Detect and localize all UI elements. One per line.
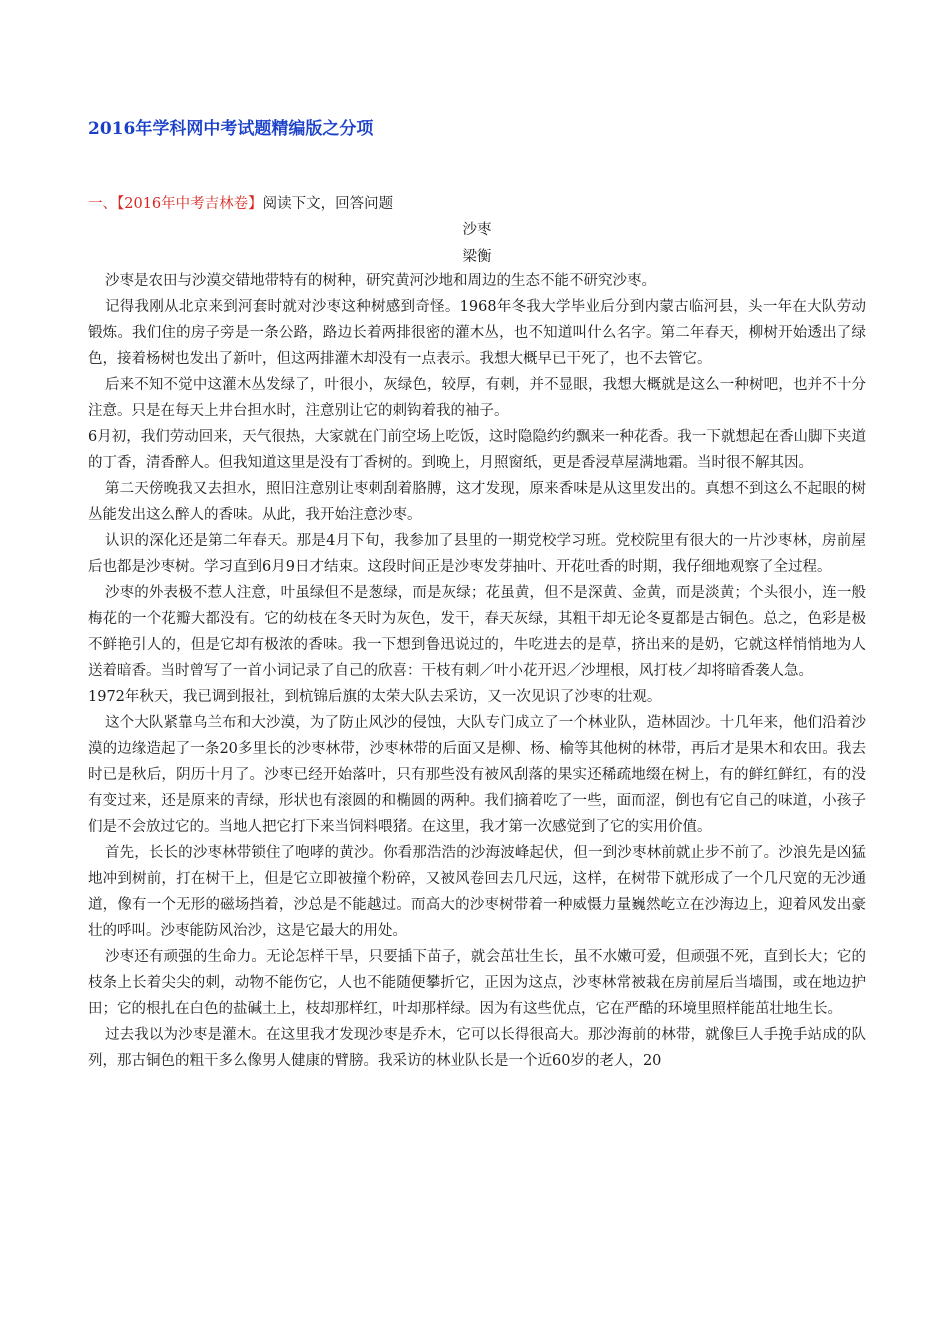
document-title: 2016年学科网中考试题精编版之分项: [88, 119, 374, 139]
paragraph: 过去我以为沙枣是灌木。在这里我才发现沙枣是乔木，它可以长得很高大。那沙海前的林带，就像巨人手挽手站成的队列，那古铜色的粗干多么像男人健康的臂膀。我采访的林业队长是一个近60岁的老人，20: [88, 1027, 866, 1069]
paragraph: 记得我刚从北京来到河套时就对沙枣这种树感到奇怪。1968年冬我大学毕业后分到内蒙古临河县，头一年在大队劳动锻炼。我们住的房子旁是一条公路，路边长着两排很密的灌木丛，也不知道叫什么名字。第二年春天，柳树开始透出了绿色，接着杨树也发出了新叶，但这两排灌木却没有一点表示。我想大概早已干死了，也不去管它。: [88, 299, 866, 367]
paragraph: 第二天傍晚我又去担水，照旧注意别让枣刺刮着胳膊，这才发现，原来香味是从这里发出的。真想不到这么不起眼的树丛能发出这么醉人的香味。从此，我开始注意沙枣。: [88, 481, 866, 523]
section-number: 一、: [88, 196, 117, 212]
section-heading: [88, 192, 393, 213]
paragraph: 沙枣的外表极不惹人注意，叶虽绿但不是葱绿，而是灰绿；花虽黄，但不是深黄、金黄，而是淡黄；个头很小，连一般梅花的一个花瓣大都没有。它的幼枝在冬天时为灰色，发干，春天灰绿，其粗干却无论冬夏都是古铜色。总之，色彩是极不鲜艳引人的，但是它却有极浓的香味。我一下想到鲁迅说过的，牛吃进去的是草，挤出来的是奶，它就这样悄悄地为人送着暗香。当时曾写了一首小词记录了自己的欣喜：干枝有刺／叶小花开迟／沙埋根，风打枝／却将暗香袭人急。: [88, 585, 866, 679]
article-title: 沙枣: [462, 222, 492, 238]
section-source: 【2016年中考吉林卷】: [117, 196, 263, 212]
article-body: [88, 268, 866, 1074]
paragraph: 这个大队紧靠乌兰布和大沙漠，为了防止风沙的侵蚀，大队专门成立了一个林业队，造林固沙。十几年来，他们沿着沙漠的边缘造起了一条20多里长的沙枣林带，沙枣林带的后面又是柳、杨、榆等其他树的林带，再后才是果木和农田。我去时已是秋后，阴历十月了。沙枣已经开始落叶，只有那些没有被风刮落的果实还稀疏地缀在树上，有的鲜红鲜红，有的没有变过来，还是原来的青绿，形状也有滚圆的和椭圆的两种。我们摘着吃了一些，面而涩，倒也有它自己的味道，小孩子们是不会放过它的。当地人把它打下来当饲料喂猪。在这里，我才第一次感觉到了它的实用价值。: [88, 715, 866, 835]
section-instruction: 阅读下文，回答问题: [262, 196, 394, 212]
paragraph: 后来不知不觉中这灌木丛发绿了，叶很小，灰绿色，较厚，有刺，并不显眼，我想大概就是这么一种树吧，也并不十分注意。只是在每天上井台担水时，注意别让它的刺钩着我的袖子。: [88, 377, 866, 419]
article-author: 梁衡: [462, 249, 492, 265]
paragraph: 认识的深化还是第二年春天。那是4月下旬，我参加了县里的一期党校学习班。党校院里有很大的一片沙枣林，房前屋后也都是沙枣树。学习直到6月9日才结束。这段时间正是沙枣发芽抽叶、开花吐香的时期，我仔细地观察了全过程。: [88, 533, 866, 575]
paragraph: 沙枣是农田与沙漠交错地带特有的树种，研究黄河沙地和周边的生态不能不研究沙枣。: [105, 273, 656, 289]
paragraph: 6月初，我们劳动回来，天气很热，大家就在门前空场上吃饭，这时隐隐约约飘来一种花香。我一下就想起在香山脚下夹道的丁香，清香醉人。但我知道这里是没有丁香树的。到晚上，月照窗纸，更是香浸草屋满地霜。当时很不解其因。: [88, 429, 866, 471]
paragraph: 首先，长长的沙枣林带锁住了咆哮的黄沙。你看那浩浩的沙海波峰起伏，但一到沙枣林前就止步不前了。沙浪先是凶猛地冲到树前，打在树干上，但是它立即被撞个粉碎，又被风卷回去几尺远，这样，在树带下就形成了一个几尺宽的无沙通道，像有一个无形的磁场挡着，沙总是不能越过。而高大的沙枣树带着一种威慑力量巍然屹立在沙海边上，迎着风发出豪壮的呼叫。沙枣能防风治沙，这是它最大的用处。: [88, 845, 866, 939]
paragraph: 1972年秋天，我已调到报社，到杭锦后旗的太荣大队去采访，又一次见识了沙枣的壮观。: [88, 689, 662, 705]
paragraph: 沙枣还有顽强的生命力。无论怎样干旱，只要插下苗子，就会茁壮生长，虽不水嫩可爱，但顽强不死，直到长大；它的枝条上长着尖尖的刺，动物不能伤它，人也不能随便攀折它，正因为这点，沙枣林常被栽在房前屋后当墙围，或在地边护田；它的根扎在白色的盐碱土上，枝却那样红，叶却那样绿。因为有这些优点，它在严酷的环境里照样能茁壮地生长。: [88, 949, 866, 1017]
